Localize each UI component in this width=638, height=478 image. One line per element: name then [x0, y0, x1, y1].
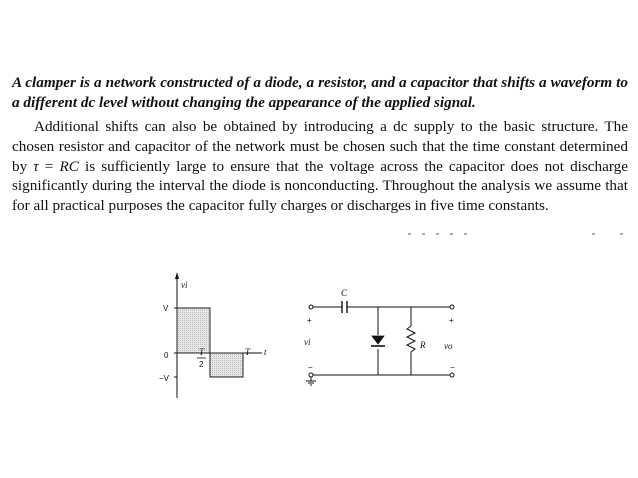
output-minus-sign: − — [450, 363, 455, 372]
output-terminal-bottom — [450, 373, 454, 377]
input-terminal-top — [309, 305, 313, 309]
diode-icon — [372, 336, 384, 344]
axis-arrow-icon — [175, 272, 179, 279]
zero-label: 0 — [164, 351, 169, 360]
ground-icon — [306, 377, 316, 385]
equals-sign: = — [38, 157, 60, 175]
square-wave-plot — [159, 272, 267, 398]
input-minus-sign: − — [308, 363, 313, 372]
input-terminal-bottom — [309, 373, 313, 377]
output-terminal-top — [450, 305, 454, 309]
body-text-1: Additional shifts can also be obtained by introducing a dc supply to the basic structure. The chosen resistor and capacitor of the network must be chosen such that the time constant determined by — [12, 118, 628, 175]
positive-half-cycle — [177, 308, 210, 353]
output-label: vo — [444, 341, 453, 351]
body-text-2: is sufficiently large to ensure that the voltage across the capacitor does not discharge significantly during the interval the diode is nonconducting. Throughout the analysis we assume that for all practical purposes the capacitor fully charges or discharges in five time constants. — [12, 157, 629, 214]
v-level-label: V — [163, 304, 169, 313]
resistor-label: R — [420, 340, 426, 350]
clamper-definition: A clamper is a network constructed of a diode, a resistor, and a capacitor that shifts a waveform to a different dc level without changing the appearance of the applied signal. — [12, 74, 628, 111]
resistor-zigzag — [407, 326, 415, 352]
negative-half-cycle — [210, 353, 243, 377]
capacitor-label: C — [341, 288, 348, 298]
tau-symbol: τ — [33, 157, 39, 175]
vi-axis-label: vi — [181, 280, 188, 290]
t-axis-label: t — [264, 347, 267, 357]
neg-v-level-label: −V — [159, 374, 170, 383]
t-half-denominator: 2 — [199, 360, 204, 369]
input-plus-sign: + — [307, 316, 312, 325]
input-label: vi — [304, 337, 311, 347]
output-plus-sign: + — [449, 316, 454, 325]
rc-term: RC — [59, 157, 79, 175]
t-half-numerator: T — [199, 347, 205, 357]
t-period-label: T — [245, 347, 251, 357]
